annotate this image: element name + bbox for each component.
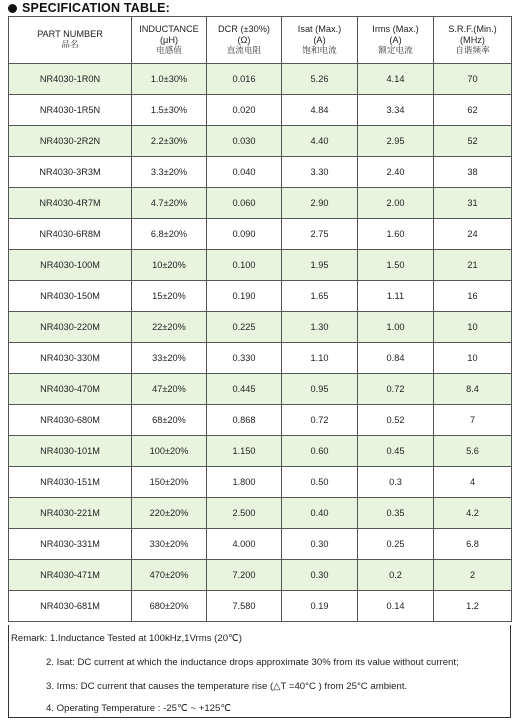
table-cell: 2.90 bbox=[282, 188, 358, 219]
table-row bbox=[9, 374, 512, 405]
table-cell: 0.445 bbox=[207, 374, 282, 405]
table-cell: 62 bbox=[434, 95, 512, 126]
part-number-cell: NR4030-471M bbox=[9, 560, 132, 591]
table-cell: 470±20% bbox=[132, 560, 207, 591]
section-title bbox=[8, 0, 170, 16]
part-number-cell: NR4030-220M bbox=[9, 312, 132, 343]
table-cell: 5.6 bbox=[434, 436, 512, 467]
table-row bbox=[9, 250, 512, 281]
column-header-unit: (A) bbox=[389, 34, 402, 45]
table-cell: 1.00 bbox=[358, 312, 434, 343]
table-cell: 3.30 bbox=[282, 157, 358, 188]
table-row bbox=[9, 591, 512, 622]
column-header-unit: (μH) bbox=[159, 34, 179, 45]
table-cell: 7.200 bbox=[207, 560, 282, 591]
table-cell: 10 bbox=[434, 312, 512, 343]
table-row bbox=[9, 467, 512, 498]
column-header bbox=[282, 17, 358, 64]
table-cell: 0.95 bbox=[282, 374, 358, 405]
table-cell: 1.2 bbox=[434, 591, 512, 622]
column-header-unit: (MHz) bbox=[459, 34, 485, 45]
table-cell: 70 bbox=[434, 64, 512, 95]
table-cell: 0.020 bbox=[207, 95, 282, 126]
table-cell: 7.580 bbox=[207, 591, 282, 622]
table-cell: 0.45 bbox=[358, 436, 434, 467]
table-cell: 31 bbox=[434, 188, 512, 219]
column-header-unit: (A) bbox=[313, 34, 326, 45]
table-cell: 680±20% bbox=[132, 591, 207, 622]
table-cell: 0.016 bbox=[207, 64, 282, 95]
table-cell: 2.95 bbox=[358, 126, 434, 157]
specification-table bbox=[8, 16, 512, 622]
table-cell: 0.14 bbox=[358, 591, 434, 622]
table-cell: 1.50 bbox=[358, 250, 434, 281]
column-header bbox=[358, 17, 434, 64]
table-cell: 0.225 bbox=[207, 312, 282, 343]
table-cell: 0.090 bbox=[207, 219, 282, 250]
table-cell: 7 bbox=[434, 405, 512, 436]
table-cell: 220±20% bbox=[132, 498, 207, 529]
part-number-cell: NR4030-330M bbox=[9, 343, 132, 374]
table-cell: 0.30 bbox=[282, 560, 358, 591]
table-row bbox=[9, 64, 512, 95]
table-cell: 0.190 bbox=[207, 281, 282, 312]
table-cell: 0.060 bbox=[207, 188, 282, 219]
table-cell: 0.84 bbox=[358, 343, 434, 374]
column-header-chinese: 自谐频率 bbox=[455, 45, 490, 56]
part-number-cell: NR4030-6R8M bbox=[9, 219, 132, 250]
column-header-chinese: 直流电阻 bbox=[226, 45, 262, 56]
column-header bbox=[434, 17, 512, 64]
part-number-cell: NR4030-221M bbox=[9, 498, 132, 529]
table-cell: 0.35 bbox=[358, 498, 434, 529]
table-row bbox=[9, 405, 512, 436]
column-header-label: PART NUMBER bbox=[37, 29, 103, 39]
table-body bbox=[9, 64, 512, 622]
table-cell: 0.30 bbox=[282, 529, 358, 560]
table-cell: 6.8±20% bbox=[132, 219, 207, 250]
table-cell: 0.50 bbox=[282, 467, 358, 498]
table-cell: 1.11 bbox=[358, 281, 434, 312]
table-cell: 2.00 bbox=[358, 188, 434, 219]
part-number-cell: NR4030-681M bbox=[9, 591, 132, 622]
table-row bbox=[9, 219, 512, 250]
part-number-cell: NR4030-470M bbox=[9, 374, 132, 405]
table-cell: 5.26 bbox=[282, 64, 358, 95]
table-cell: 3.3±20% bbox=[132, 157, 207, 188]
table-row bbox=[9, 95, 512, 126]
column-header-label: Irms (Max.) bbox=[372, 23, 419, 34]
table-cell: 4.000 bbox=[207, 529, 282, 560]
section-title-text: SPECIFICATION TABLE: bbox=[22, 1, 170, 15]
part-number-cell: NR4030-1R0N bbox=[9, 64, 132, 95]
part-number-cell: NR4030-101M bbox=[9, 436, 132, 467]
part-number-cell: NR4030-2R2N bbox=[9, 126, 132, 157]
part-number-cell: NR4030-4R7M bbox=[9, 188, 132, 219]
remarks-box bbox=[8, 625, 511, 718]
table-cell: 15±20% bbox=[132, 281, 207, 312]
table-cell: 1.150 bbox=[207, 436, 282, 467]
column-header bbox=[9, 17, 132, 64]
column-header bbox=[207, 17, 282, 64]
table-row bbox=[9, 188, 512, 219]
table-cell: 0.3 bbox=[358, 467, 434, 498]
column-header-chinese: 电感值 bbox=[156, 45, 182, 56]
column-header-chinese: 额定电流 bbox=[378, 45, 413, 56]
table-cell: 1.60 bbox=[358, 219, 434, 250]
table-cell: 4.2 bbox=[434, 498, 512, 529]
column-header-label: S.R.F.(Min.) bbox=[448, 23, 497, 34]
table-row bbox=[9, 281, 512, 312]
table-cell: 47±20% bbox=[132, 374, 207, 405]
table-cell: 0.2 bbox=[358, 560, 434, 591]
table-cell: 38 bbox=[434, 157, 512, 188]
table-cell: 4.14 bbox=[358, 64, 434, 95]
table-cell: 100±20% bbox=[132, 436, 207, 467]
part-number-cell: NR4030-3R3M bbox=[9, 157, 132, 188]
table-cell: 4.40 bbox=[282, 126, 358, 157]
table-cell: 0.330 bbox=[207, 343, 282, 374]
table-row bbox=[9, 343, 512, 374]
table-cell: 0.52 bbox=[358, 405, 434, 436]
table-cell: 1.5±30% bbox=[132, 95, 207, 126]
table-cell: 1.30 bbox=[282, 312, 358, 343]
table-header-row bbox=[9, 17, 512, 64]
table-cell: 10 bbox=[434, 343, 512, 374]
table-cell: 0.040 bbox=[207, 157, 282, 188]
table-cell: 1.0±30% bbox=[132, 64, 207, 95]
table-row bbox=[9, 529, 512, 560]
table-cell: 52 bbox=[434, 126, 512, 157]
table-cell: 24 bbox=[434, 219, 512, 250]
table-cell: 0.868 bbox=[207, 405, 282, 436]
table-cell: 3.34 bbox=[358, 95, 434, 126]
table-cell: 6.8 bbox=[434, 529, 512, 560]
table-cell: 33±20% bbox=[132, 343, 207, 374]
table-cell: 2.40 bbox=[358, 157, 434, 188]
part-number-cell: NR4030-151M bbox=[9, 467, 132, 498]
table-cell: 2.75 bbox=[282, 219, 358, 250]
table-cell: 0.72 bbox=[358, 374, 434, 405]
table-cell: 68±20% bbox=[132, 405, 207, 436]
table-cell: 16 bbox=[434, 281, 512, 312]
table-cell: 2.2±30% bbox=[132, 126, 207, 157]
table-row bbox=[9, 498, 512, 529]
table-cell: 2 bbox=[434, 560, 512, 591]
table-cell: 0.030 bbox=[207, 126, 282, 157]
column-header bbox=[132, 17, 207, 64]
table-cell: 0.25 bbox=[358, 529, 434, 560]
table-row bbox=[9, 436, 512, 467]
table-cell: 1.800 bbox=[207, 467, 282, 498]
table-cell: 1.95 bbox=[282, 250, 358, 281]
table-row bbox=[9, 126, 512, 157]
part-number-cell: NR4030-1R5N bbox=[9, 95, 132, 126]
table-cell: 330±20% bbox=[132, 529, 207, 560]
remark-2: 2. Isat: DC current at which the inductance drops approximate 30% from its value without current; bbox=[46, 657, 459, 668]
remark-3: 3. Irms: DC current that causes the temperature rise (△T =40°C ) from 25°C ambient. bbox=[46, 681, 408, 692]
table-cell: 0.60 bbox=[282, 436, 358, 467]
table-cell: 1.10 bbox=[282, 343, 358, 374]
table-cell: 0.72 bbox=[282, 405, 358, 436]
table-row bbox=[9, 157, 512, 188]
table-cell: 21 bbox=[434, 250, 512, 281]
bullet-icon bbox=[8, 4, 17, 13]
table-cell: 0.40 bbox=[282, 498, 358, 529]
column-header-label: INDUCTANCE bbox=[139, 23, 199, 34]
column-header-label: DCR (±30%) bbox=[217, 23, 270, 34]
table-cell: 4.84 bbox=[282, 95, 358, 126]
part-number-cell: NR4030-100M bbox=[9, 250, 132, 281]
table-cell: 4 bbox=[434, 467, 512, 498]
remark-4: 4. Operating Temperature : -25℃ ~ +125℃ bbox=[46, 703, 232, 714]
table-cell: 0.100 bbox=[207, 250, 282, 281]
part-number-cell: NR4030-331M bbox=[9, 529, 132, 560]
remark-1: Remark: 1.Inductance Tested at 100kHz,1Vrms (20℃) bbox=[11, 633, 242, 644]
table-cell: 8.4 bbox=[434, 374, 512, 405]
part-number-cell: NR4030-680M bbox=[9, 405, 132, 436]
table-cell: 150±20% bbox=[132, 467, 207, 498]
table-row bbox=[9, 312, 512, 343]
column-header-label: Isat (Max.) bbox=[297, 23, 342, 34]
column-header-chinese: 品名 bbox=[61, 40, 79, 50]
table-cell: 1.65 bbox=[282, 281, 358, 312]
column-header-unit: (Ω) bbox=[237, 34, 251, 45]
table-cell: 22±20% bbox=[132, 312, 207, 343]
table-cell: 4.7±20% bbox=[132, 188, 207, 219]
part-number-cell: NR4030-150M bbox=[9, 281, 132, 312]
table-cell: 10±20% bbox=[132, 250, 207, 281]
table-cell: 0.19 bbox=[282, 591, 358, 622]
table-cell: 2.500 bbox=[207, 498, 282, 529]
column-header-chinese: 饱和电流 bbox=[302, 45, 337, 56]
table-row bbox=[9, 560, 512, 591]
